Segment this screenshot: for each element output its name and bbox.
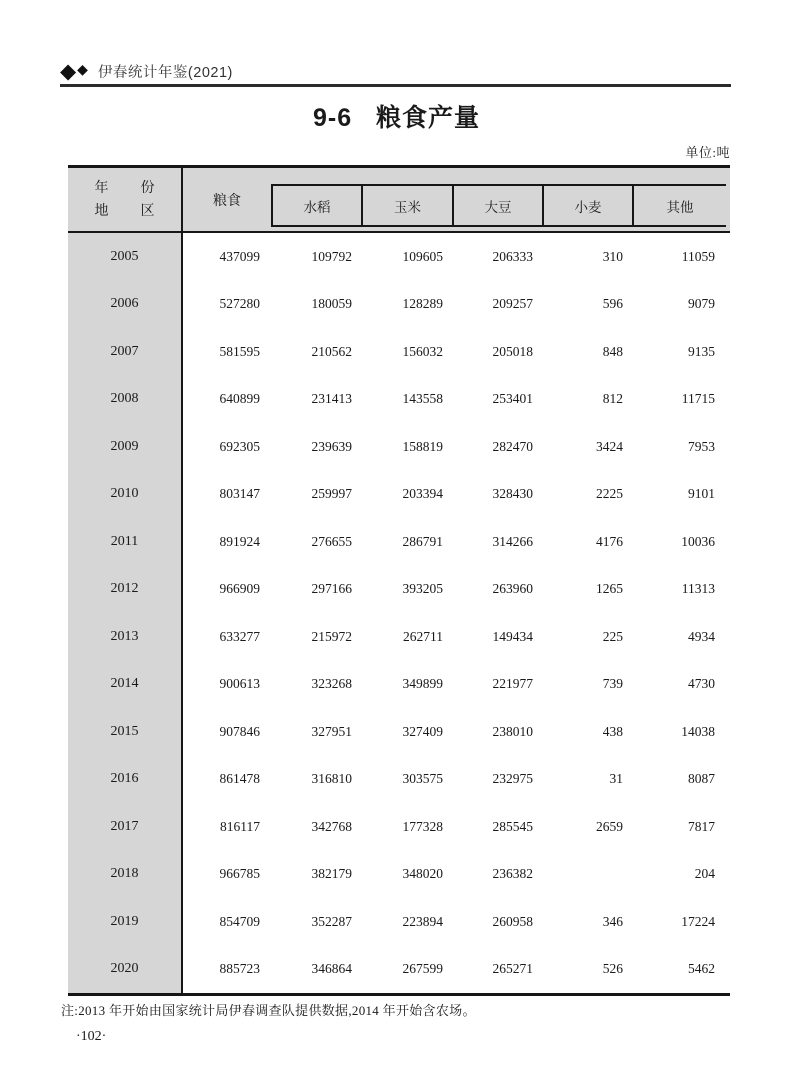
- value-cell: 848: [602, 343, 623, 359]
- page-number: ·102·: [76, 1029, 107, 1044]
- value-cell: 276655: [311, 533, 352, 549]
- value-cell: 9101: [688, 486, 715, 502]
- value-cell: 11059: [681, 248, 715, 264]
- value-cell: 328430: [492, 486, 533, 502]
- value-cell: 346: [602, 913, 623, 929]
- value-cell: 297166: [311, 581, 352, 597]
- year-cell: 2013: [68, 613, 183, 661]
- value-cell: 282470: [492, 438, 533, 454]
- value-cell: 31: [609, 771, 623, 787]
- value-cell: 7953: [688, 438, 715, 454]
- corner-header-year-right: 份: [140, 180, 155, 196]
- table-row: [68, 233, 730, 281]
- table-row: [68, 708, 730, 756]
- value-cell: 393205: [402, 581, 443, 597]
- value-cell: 17224: [681, 913, 715, 929]
- value-cell: 158819: [402, 438, 443, 454]
- value-cell: 209257: [492, 296, 533, 312]
- value-cell: 215972: [311, 628, 352, 644]
- value-cell: 348020: [402, 866, 443, 882]
- value-cell: 238010: [492, 723, 533, 739]
- table-row: [68, 851, 730, 899]
- value-cell: 109605: [402, 248, 443, 264]
- table-row: [68, 471, 730, 519]
- value-cell: 885723: [219, 961, 260, 977]
- value-cell: 640899: [219, 391, 260, 407]
- value-cell: 4730: [688, 676, 715, 692]
- year-cell: 2020: [68, 946, 183, 994]
- value-cell: 314266: [492, 533, 533, 549]
- value-cell: 203394: [402, 486, 443, 502]
- banner: [60, 58, 731, 84]
- value-cell: 11715: [681, 391, 715, 407]
- value-cell: 232975: [492, 771, 533, 787]
- year-cell: 2005: [68, 233, 183, 281]
- column-header-cell: 小麦: [544, 184, 634, 227]
- value-cell: 9079: [688, 296, 715, 312]
- value-cell: 149434: [492, 628, 533, 644]
- value-cell: 966909: [219, 581, 260, 597]
- value-cell: 907846: [219, 723, 260, 739]
- year-cell: 2018: [68, 851, 183, 899]
- value-cell: 854709: [219, 913, 260, 929]
- table-row: [68, 946, 730, 994]
- banner-rule: [60, 84, 731, 87]
- value-cell: 4934: [688, 628, 715, 644]
- corner-header-line2: [95, 200, 155, 223]
- value-cell: 231413: [311, 391, 352, 407]
- value-cell: 323268: [311, 676, 352, 692]
- page-title: 9-6 粮食产量: [313, 104, 480, 132]
- year-cell: 2017: [68, 803, 183, 851]
- value-cell: 177328: [402, 818, 443, 834]
- value-cell: 327951: [311, 723, 352, 739]
- year-cell: 2006: [68, 281, 183, 329]
- value-cell: 581595: [219, 343, 260, 359]
- value-cell: 861478: [219, 771, 260, 787]
- value-cell: 221977: [492, 676, 533, 692]
- value-cell: 8087: [688, 771, 715, 787]
- value-cell: 260958: [492, 913, 533, 929]
- value-cell: 1265: [596, 581, 623, 597]
- value-cell: 239639: [311, 438, 352, 454]
- value-cell: 352287: [311, 913, 352, 929]
- column-header-cell: 玉米: [363, 184, 454, 227]
- value-cell: 128289: [402, 296, 443, 312]
- column-header-cell: 大豆: [454, 184, 544, 227]
- table-row: [68, 661, 730, 709]
- value-cell: 262711: [403, 628, 443, 644]
- value-cell: 739: [602, 676, 623, 692]
- table-row: [68, 898, 730, 946]
- value-cell: 10036: [681, 533, 715, 549]
- table-header: [68, 168, 730, 233]
- value-cell: 596: [602, 296, 623, 312]
- value-cell: 236382: [492, 866, 533, 882]
- value-cell: 143558: [402, 391, 443, 407]
- value-cell: 437099: [219, 248, 260, 264]
- value-cell: 692305: [219, 438, 260, 454]
- value-cell: 891924: [219, 533, 260, 549]
- value-cell: 3424: [596, 438, 623, 454]
- diamond-icon-large: ◆: [60, 58, 77, 83]
- year-cell: 2007: [68, 328, 183, 376]
- value-cell: 205018: [492, 343, 533, 359]
- value-cell: 816117: [220, 818, 260, 834]
- value-cell: 109792: [311, 248, 352, 264]
- sub-columns: [271, 168, 730, 231]
- value-cell: 9135: [688, 343, 715, 359]
- value-cell: 180059: [311, 296, 352, 312]
- value-cell: 438: [602, 723, 623, 739]
- value-cell: 526: [602, 961, 623, 977]
- diamond-icon-small: ◆: [77, 63, 88, 78]
- value-cell: 633277: [219, 628, 260, 644]
- value-cell: 310: [602, 248, 623, 264]
- value-cell: 253401: [492, 391, 533, 407]
- value-cell: 382179: [311, 866, 352, 882]
- table-row: [68, 423, 730, 471]
- table-row: [68, 328, 730, 376]
- value-cell: 303575: [402, 771, 443, 787]
- table-row: [68, 566, 730, 614]
- value-cell: [544, 851, 634, 899]
- grain-production-table: [68, 165, 730, 996]
- table-row: [68, 803, 730, 851]
- year-cell: 2012: [68, 566, 183, 614]
- value-cell: 4176: [596, 533, 623, 549]
- value-cell: 7817: [688, 818, 715, 834]
- corner-header-region-right: 区: [140, 203, 155, 219]
- value-cell: 204: [694, 866, 715, 882]
- year-cell: 2009: [68, 423, 183, 471]
- value-cell: 346864: [311, 961, 352, 977]
- value-cell: 966785: [219, 866, 260, 882]
- value-cell: 259997: [311, 486, 352, 502]
- value-cell: 803147: [219, 486, 260, 502]
- footnote: 注:2013 年开始由国家统计局伊春调查队提供数据,2014 年开始含农场。: [61, 1003, 476, 1018]
- value-cell: 263960: [492, 581, 533, 597]
- corner-header-region-left: 地: [94, 203, 109, 219]
- year-cell: 2011: [68, 518, 183, 566]
- corner-header-year-left: 年: [94, 180, 109, 196]
- value-cell: 316810: [311, 771, 352, 787]
- table-row: [68, 756, 730, 804]
- corner-header-line1: [95, 177, 155, 200]
- value-cell: 5462: [688, 961, 715, 977]
- table-row: [68, 376, 730, 424]
- column-header-cell: 水稻: [271, 184, 363, 227]
- column-header-grain: 粮食: [213, 193, 241, 209]
- value-cell: 900613: [219, 676, 260, 692]
- value-cell: 267599: [402, 961, 443, 977]
- banner-title: 伊春统计年鉴(2021): [97, 64, 233, 81]
- value-cell: 2659: [596, 818, 623, 834]
- year-cell: 2010: [68, 471, 183, 519]
- corner-header-cell: [68, 168, 183, 231]
- value-cell: 2225: [596, 486, 623, 502]
- year-cell: 2014: [68, 661, 183, 709]
- value-cell: 349899: [402, 676, 443, 692]
- value-cell: 285545: [492, 818, 533, 834]
- value-cell: 156032: [402, 343, 443, 359]
- value-cell: 206333: [492, 248, 533, 264]
- value-cell: 342768: [311, 818, 352, 834]
- table-row: [68, 613, 730, 661]
- value-cell: 225: [602, 628, 623, 644]
- table-row: [68, 518, 730, 566]
- value-cell: 11313: [681, 581, 715, 597]
- table-body: [68, 233, 730, 993]
- value-cell: 327409: [402, 723, 443, 739]
- value-cell: 812: [602, 391, 623, 407]
- year-cell: 2008: [68, 376, 183, 424]
- column-header-cell: 其他: [634, 184, 726, 227]
- table-row: [68, 281, 730, 329]
- value-cell: 286791: [402, 533, 443, 549]
- value-cell: 14038: [681, 723, 715, 739]
- value-cell: 265271: [492, 961, 533, 977]
- value-cell: 527280: [219, 296, 260, 312]
- unit-label: 单位:吨: [685, 145, 730, 160]
- year-cell: 2015: [68, 708, 183, 756]
- year-cell: 2019: [68, 898, 183, 946]
- value-cell: 210562: [311, 343, 352, 359]
- value-cell: 223894: [402, 913, 443, 929]
- year-cell: 2016: [68, 756, 183, 804]
